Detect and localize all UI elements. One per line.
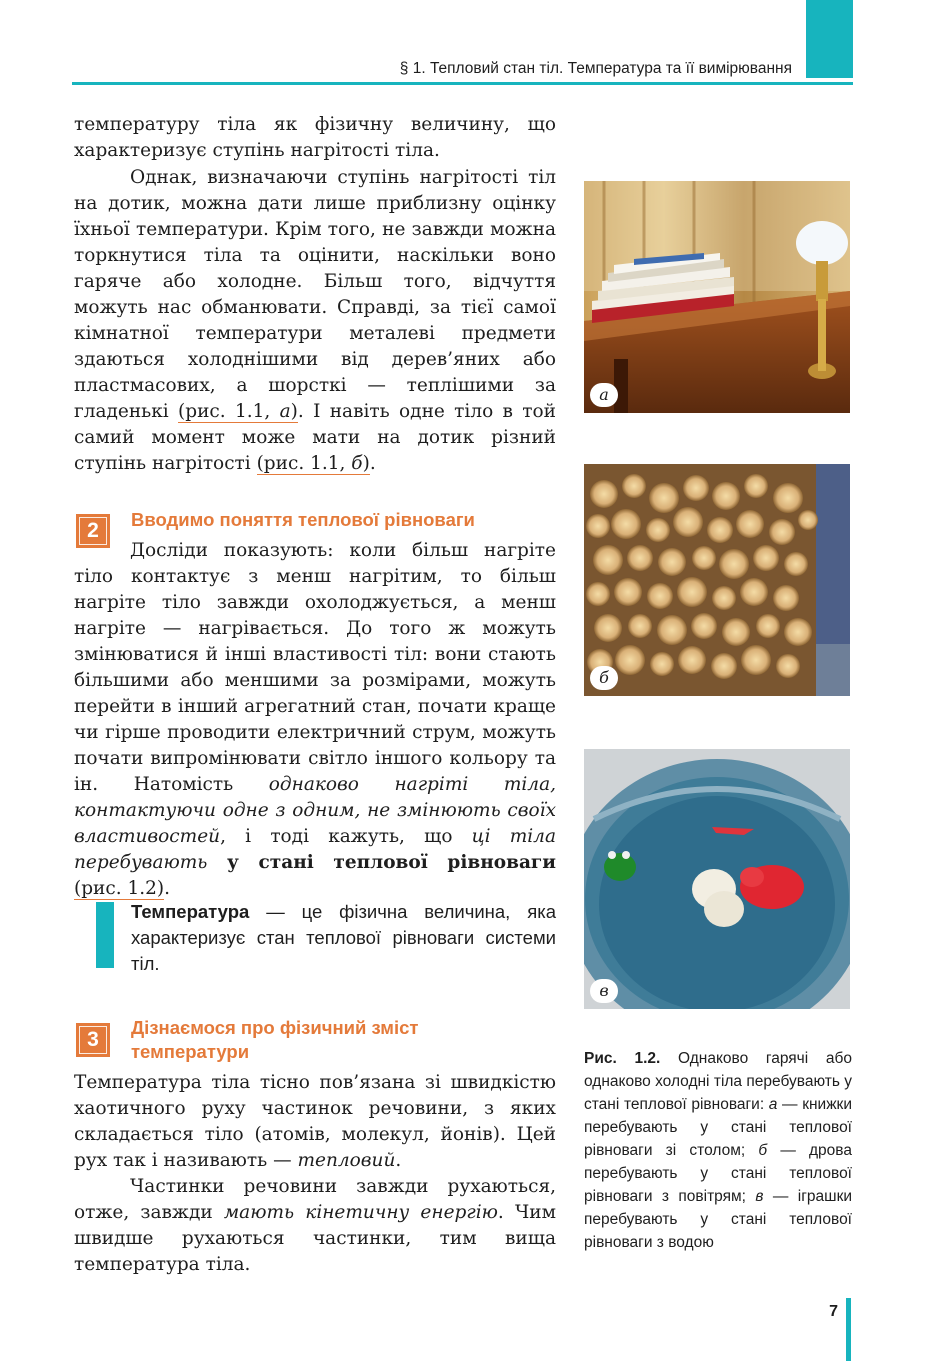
eq-text-1: Досліди показують: коли більш нагріте тіло контактує з менш нагрітим, то більш нагріте тіло завжди охолоджується, а менш нагріте — нагрівається. До того ж можуть змінюватися й інші властивості тіл: вони стають більшими або меншими за розмірами, можуть перейти в інший агрегатний стан, почати краще чи гірше проводити електричний струм, можуть почати випромінювати світло іншого кольору та ін. Натомість	[74, 540, 556, 795]
figure-ref-1-1b[interactable]	[257, 453, 370, 475]
ref-close: )	[362, 453, 370, 474]
header-tab-marker	[806, 0, 853, 78]
paragraph-physical-meaning	[74, 1070, 556, 1278]
caption-letter-v: в	[755, 1188, 764, 1205]
eq-text-4: .	[164, 878, 171, 899]
caption-text-3: — дрова перебувають у стані теплової рівноваги з повітрям;	[584, 1142, 852, 1205]
photo-firewood-stack	[584, 464, 850, 696]
header-rule	[72, 82, 853, 85]
caption-label: Рис. 1.2.	[584, 1050, 661, 1067]
ref-prefix: (рис. 1.1,	[178, 401, 280, 422]
paragraph-intro-text: температуру тіла як фізичну величину, що характеризує ступінь нагрітості тіла.	[74, 114, 556, 161]
books-table-illustration	[584, 181, 850, 413]
figure-caption-1-2	[584, 1047, 852, 1254]
meaning-text-2: .	[395, 1150, 402, 1171]
caption-text-4: — іграшки перебувають у стані теплової рівноваги з водою	[584, 1188, 853, 1251]
section-title-2: Вводимо поняття теплової рівноваги	[131, 509, 475, 530]
page-number: 7	[829, 1303, 838, 1320]
meaning-text-4: . Чим швидше рухаються частинки, тим вища температура тіла.	[74, 1202, 556, 1275]
firewood-illustration	[584, 464, 850, 696]
touch-text-3: .	[369, 453, 376, 474]
eq-bold-1: у стані теплової рівноваги	[207, 852, 556, 873]
paragraph-intro	[74, 112, 556, 164]
water-basin-illustration	[584, 749, 850, 1009]
caption-letter-b: б	[758, 1142, 768, 1159]
meaning-text-1: Температура тіла тісно пов’язана зі швидкістю хаотичного руху частинок речовини, з яких складається тіло (атомів, молекул, йонів). Цей рух так і називають —	[74, 1072, 556, 1171]
paragraph-touch	[74, 165, 556, 477]
photo-label-a: а	[590, 383, 618, 407]
meaning-italic-2: мають кінетичну енергію	[223, 1202, 498, 1223]
meaning-text-a	[74, 1070, 556, 1174]
paragraph-equilibrium-text	[74, 538, 556, 902]
section-number-2: 2	[76, 514, 110, 548]
definition-bar	[96, 902, 114, 968]
figure-ref-1-1a[interactable]	[178, 401, 298, 423]
meaning-text-b	[74, 1174, 556, 1278]
definition-term: Температура	[131, 901, 250, 922]
ref-prefix: (рис. 1.1,	[256, 453, 352, 474]
caption-text-2: — книжки перебувають у стані теплової рівноваги зі столом;	[584, 1096, 853, 1159]
photo-books-on-table	[584, 181, 850, 413]
photo-label-b: б	[590, 666, 618, 690]
photo-toys-in-water	[584, 749, 850, 1009]
paragraph-touch-text	[74, 165, 556, 477]
section-title-3: Дізнаємося про фізичний зміст температури	[131, 1017, 419, 1062]
eq-italic-2: ці тіла перебувають	[74, 826, 556, 873]
figure-ref-1-2[interactable]: (рис. 1.2)	[74, 878, 165, 899]
definition-temperature	[131, 899, 556, 977]
touch-text-1: Однак, визначаючи ступінь нагрітості тіл на дотик, можна дати лише приблизну оцінку їхньої температури. Крім того, не завжди можна торкнутися тіла та оцінити, наскільки воно гаряче або холодне. Більш того, відчуття можуть нас обманювати. Справді, за тієї самої кімнатної температури металеві предмети здаються холоднішими від дерев’яних або пластмасових, а шорсткі — теплішими за гладенькі	[74, 167, 556, 422]
footer-tab-marker	[846, 1298, 851, 1361]
photo-label-v: в	[590, 979, 618, 1003]
section-number-3: 3	[76, 1023, 110, 1057]
meaning-text-3: Частинки речовини завжди рухаються, отже, завжди	[74, 1176, 556, 1223]
ref-letter: а	[279, 401, 291, 422]
eq-italic-1: однаково нагріті тіла, контактуючи одне з одним, не змінюють своїх властивостей	[74, 774, 556, 847]
meaning-italic-1: тепловий	[297, 1150, 396, 1171]
caption-text-1: Однаково гарячі або однаково холодні тіла перебувають у стані теплової рівноваги:	[584, 1050, 852, 1113]
ref-letter: б	[351, 453, 363, 474]
eq-text-2: , і тоді кажуть, що	[220, 826, 472, 847]
running-head: § 1. Тепловий стан тіл. Температура та її вимірювання	[399, 60, 792, 77]
ref-close: )	[290, 401, 298, 422]
touch-text-2: . І навіть одне тіло в той самий момент може мати на дотик різний ступінь нагрітості	[74, 401, 556, 474]
paragraph-equilibrium	[74, 538, 556, 902]
definition-text: — це фізична величина, яка характеризує стан теплової рівноваги системи тіл.	[131, 901, 556, 974]
caption-letter-a: а	[768, 1096, 778, 1113]
